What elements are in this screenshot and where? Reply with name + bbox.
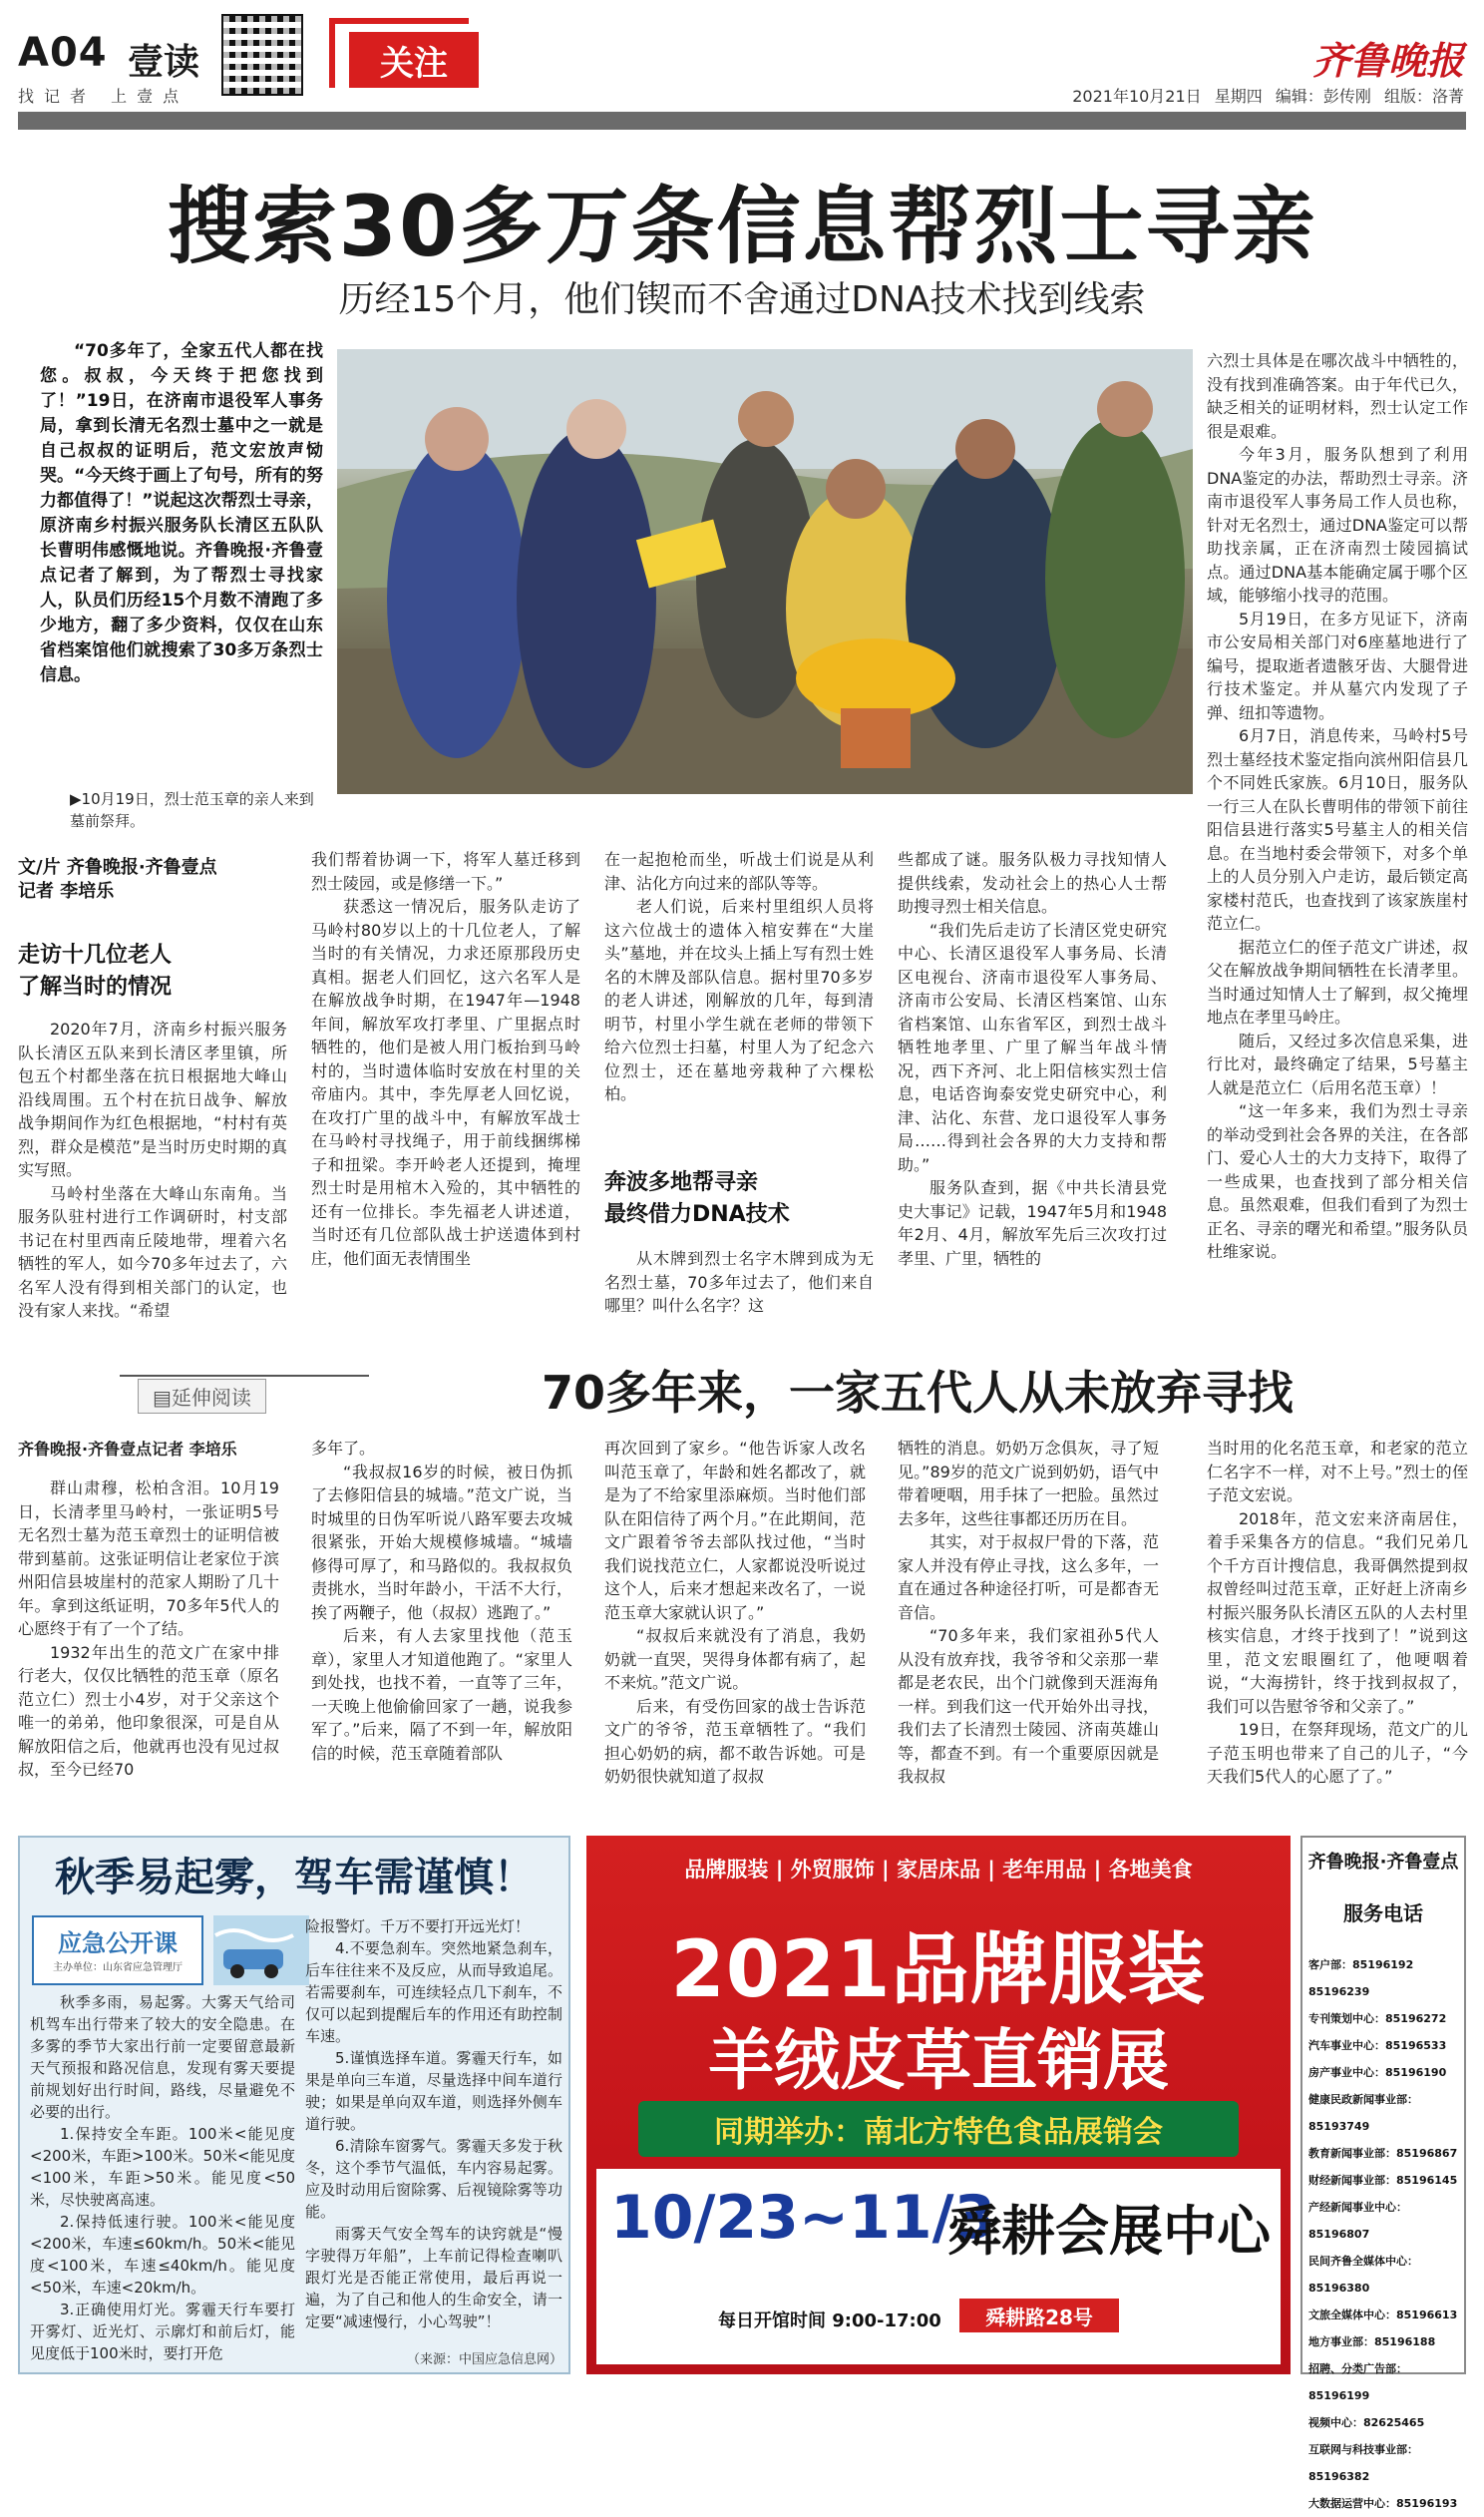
article-column-1: 2020年7月，济南乡村振兴服务队长清区五队来到长清区孝里镇，所包五个村都坐落在抗日根据地大峰山沿线周围。五个村在抗日战争、解放战争期间作为红色根据地，“村村有英烈，群众是模范”是当时历史时期的真实写照。 马岭村坐落在大峰山东南角。当服务队驻村进行工作调研时，村支部书记在村里西南丘陵地带，埋着六名牺牲的军人，如今70多年过去了，六名军人没有得到相关部门的认定，也没有家人来找。“希望	[18, 1020, 287, 1320]
article-photo	[337, 349, 1193, 794]
newspaper-logo: 齐鲁晚报	[1311, 38, 1464, 83]
expo-categories: 品牌服装 | 外贸服饰 | 家居床品 | 老年用品 | 各地美食	[684, 1858, 1193, 1882]
article-column-3: 在一起抱枪而坐，听战士们说是从利津、沾化方向过来的部队等等。 老人们说，后来村里组织人员将这六位战士的遗体入棺安葬在“大崖头”墓地，并在坟头上插上写有烈士姓名的木牌及部队信息。据村里70多岁的老人讲述，刚解放的几年，每到清明节，村里小学生就在老师的带领下给六位烈士扫墓，村里人为了纪念六位烈士，还在墓地旁栽种了六棵松柏。	[604, 850, 874, 1103]
service-line: 财经新闻事业部：85196145	[1308, 2174, 1458, 2187]
related-tag-label: 延伸阅读	[171, 1386, 251, 1410]
related-headline: 70多年来，一家五代人从未放弃寻找	[369, 1357, 1466, 1423]
service-line: 客户部：85196192 85196239	[1308, 1958, 1414, 1998]
photo-caption: ▶10月19日，烈士范玉章的亲人来到墓前祭拜。	[70, 790, 314, 830]
expo-title-2: 羊绒皮草直销展	[708, 2022, 1169, 2099]
service-line: 专刊策划中心：85196272	[1308, 2012, 1447, 2025]
service-line: 互联网与科技事业部：85196382	[1308, 2443, 1418, 2483]
service-line: 汽车事业中心：85196533	[1308, 2039, 1447, 2052]
service-line: 地方事业部：85196188	[1308, 2335, 1436, 2348]
service-line: 民间齐鲁全媒体中心：85196380	[1308, 2255, 1418, 2295]
weather-ad-left: 秋季多雨，易起雾。大雾天气给司机驾车出行带来了较大的安全隐患。在多雾的季节大家出行前一定要留意最新天气预报和路况信息，发现有雾天要提前规划好出行时间，路线，尽量避免不必要的出行。 1.保持安全车距。100米<能见度<200米，车距>100米。50米<能见度<100米，车距>50米。能见度<50米，尽快驶离高速。 2.保持低速行驶。100米<能见度<200米，车速≤60km/h。50米<能见度<100米，车速≤40km/h。能见度<50米，车速<20km/h。 3.正确使用灯光。雾霾天行车要打开雾灯、近光灯、示廓灯和前后灯，能见度低于100米时，要打开危	[30, 1993, 295, 2362]
related-column-1: 群山肃穆，松柏含泪。10月19日，长清孝里马岭村，一张证明5号无名烈士墓为范玉章烈士的证明信被带到墓前。这张证明信让老家位于滨州阳信县坡崖村的范家人期盼了几十年。拿到这纸证明，70多年5代人的心愿终于有了一个了结。 1932年出生的范文广在家中排行老大，仅仅比牺牲的范玉章（原名范立仁）烈士小4岁，对于父亲这个唯一的弟弟，他印象很深，可是自从解放阳信之后，他就再也没有见过叔叔，至今已经70	[18, 1478, 279, 1779]
issue-weekday: 星期四	[1214, 87, 1263, 106]
related-column-2: 多年了。 “我叔叔16岁的时候，被日伪抓了去修阳信县的城墙。”范文广说，当时城里的日伪军听说八路军要去攻城很紧张，开始大规模修城墙。“城墙修得可厚了，和马路似的。我叔叔负责挑水，当时年龄小，干活不大行，挨了两鞭子，他（叔叔）逃跑了。” 后来，有人去家里找他（范玉章），家里人才知道他跑了。“家里人到处找，也找不着，一直等了三年，一天晚上他偷偷回家了一趟，说我参军了。”后来，隔了不到一年，解放阳信的时候，范玉章随着部队	[311, 1439, 572, 1763]
header-slogan: 找记者 上壹点	[18, 87, 189, 106]
service-title: 服务电话	[1343, 1901, 1423, 1925]
page-number: A04	[18, 30, 108, 76]
expo-address: 舜耕路28号	[959, 2299, 1119, 2332]
emergency-class-logo	[32, 1915, 203, 1985]
service-line: 教育新闻事业部：85196867	[1308, 2147, 1458, 2160]
emergency-class-sub: 主办单位：山东省应急管理厅	[53, 1962, 183, 1973]
weather-ad-source: （来源：中国应急信息网）	[406, 2352, 562, 2367]
expo-dates: 10/23~11/3	[610, 2183, 996, 2253]
article-column-2: 我们帮着协调一下，将军人墓迁移到烈士陵园，或是修缮一下。” 获悉这一情况后，服务队走访了马岭村80岁以上的十几位老人，了解当时的有关情况，力求还原那段历史真相。据老人们回忆，这六名军人是在解放战争时期，在1947年—1948年间，解放军攻打孝里、广里据点时牺牲的，他们是被人用门板抬到马岭村的，当时遗体临时安放在村里的关帝庙内。其中，李先厚老人回忆说，在攻打广里的战斗中，有解放军战士在马岭村寻找绳子，用于前线捆绑梯子和扭梁。李开岭老人还提到，掩埋烈士时是用棺木入殓的，其中牺牲的还有一位排长。李先福老人讲述道，当时还有几位部队战士护送遗体到村庄，他们面无表情围坐	[311, 850, 580, 1268]
section1-title: 走访十几位老人 了解当时的情况	[18, 943, 173, 1000]
service-list	[1308, 1951, 1460, 2510]
expo-hours: 每日开馆时间 9:00-17:00	[718, 2310, 941, 2331]
subheadline: 历经15个月，他们锲而不舍通过DNA技术找到线索	[338, 279, 1146, 320]
related-column-3: 再次回到了家乡。“他告诉家人改名叫范玉章了，年龄和姓名都改了，就是为了不给家里添麻烦。当时他们部队在阳信待了两个月。”在此期间，范文广跟着爷爷去部队找过他，“当时我们说找范立仁，人家都说没听说过这个人，后来才想起来改名了，一说范玉章大家就认识了。” “叔叔后来就没有了消息，我奶奶就一直哭，哭得身体都有病了，起不来炕。”范文广说。 后来，有受伤回家的战士告诉范文广的爷爷，范玉章牺牲了。“我们担心奶奶的病，都不敢告诉她。可是奶奶很快就知道了叔叔	[604, 1439, 866, 1786]
qr-code-icon	[221, 14, 303, 96]
layout-credit: 组版：洛菁	[1383, 87, 1464, 106]
service-line: 产经新闻事业中心：85196807	[1308, 2201, 1407, 2241]
lead-paragraph: “70多年了，全家五代人都在找您。叔叔，今天终于把您找到了！”19日，在济南市退役军人事务局，拿到长清无名烈士墓中之一就是自己叔叔的证明后，范文宏放声恸哭。“今天终于画上了句号，所有的努力都值得了！”说起这次帮烈士寻亲，原济南乡村振兴服务队长清区五队队长曹明伟感慨地说。齐鲁晚报·齐鲁壹点记者了解到，为了帮烈士寻找家人，队员们历经15个月数不清跑了多少地方，翻了多少资料，仅仅在山东省档案馆他们就搜索了30多万条烈士信息。	[40, 341, 323, 685]
service-brand: 齐鲁晚报·齐鲁壹点	[1307, 1852, 1459, 1873]
related-byline: 齐鲁晚报·齐鲁壹点记者 李培乐	[18, 1440, 237, 1459]
service-line: 房产事业中心：85196190	[1308, 2066, 1447, 2079]
article-column-3b: 从木牌到烈士名字木牌到成为无名烈士墓，70多年过去了，他们来自哪里？叫什么名字？这	[604, 1249, 874, 1315]
column-label-focus: 关注	[349, 32, 479, 88]
weather-ad-right: 险报警灯。千万不要打开远光灯！ 4.不要急刹车。突然地紧急刹车，后车往往来不及反应，从而导致追尾。若需要刹车，可连续轻点几下刹车，不仅可以起到提醒后车的作用还有助控制车速。 5.谨慎选择车道。雾霾天行车，如果是单向三车道，尽量选择中间车道行驶；如果是单向双车道，则选择外侧车道行驶。 6.清除车窗雾气。雾霾天多发于秋冬，这个季节气温低，车内容易起雾。应及时动用后窗除雾、后视镜除雾等功能。 雨雾天气安全驾车的诀窍就是“慢字驶得万年船”，上车前记得检查喇叭跟灯光是否能正常使用，最后再说一遍，为了自己和他人的生命安全，请一定要“减速慢行，小心驾驶”！	[305, 1917, 562, 2330]
article-column-5: 六烈士具体是在哪次战斗中牺牲的，没有找到准确答案。由于年代已久，缺乏相关的证明材料，烈士认定工作很是艰难。 今年3月，服务队想到了利用DNA鉴定的办法，帮助烈士寻亲。济南市退役军人事务局工作人员也称，针对无名烈士，通过DNA鉴定可以帮助找亲属，正在济南烈士陵园搞试点。通过DNA基本能确定属于哪个区域，能够缩小找寻的范围。 5月19日，在多方见证下，济南市公安局相关部门对6座墓地进行了编号，提取逝者遗骸牙齿、大腿骨进行技术鉴定。并从墓穴内发现了子弹、纽扣等遗物。 6月7日，消息传来，马岭村5号烈士墓经技术鉴定指向滨州阳信县几个不同姓氏家族。6月10日，服务队一行三人在队长曹明伟的带领下前往阳信县进行落实5号墓主人的相关信息。在当地村委会带领下，对多个单上的人员分别入户走访，最后锁定高家楼村范氏，也查找到了该家族崖村范立仁。 据范立仁的侄子范文广讲述，叔父在解放战争期间牺牲在长清孝里。当时通过知情人士了解到，叔父掩埋地点在孝里马岭庄。 随后，又经过多次信息采集，进行比对，最终确定了结果，5号墓主人就是范立仁（后用名范玉章）！ “这一年多来，我们为烈士寻亲的举动受到社会各界的关注，在各部门、爱心人士的大力支持下，取得了一些成果，也查找到了部分相关信息。虽然艰难，但我们看到了为烈士正名、寻亲的曙光和希望。”服务队员杜维家说。	[1207, 351, 1468, 1261]
related-tag-icon: ▤	[153, 1386, 172, 1410]
headline: 搜索30多万条信息帮烈士寻亲	[167, 178, 1317, 275]
section-name: 壹读	[128, 42, 200, 83]
car-fog-icon	[213, 1915, 309, 1985]
emergency-class-title: 应急公开课	[58, 1929, 178, 1957]
header-rule	[18, 112, 1466, 130]
header-meta	[1072, 84, 1464, 107]
article-column-4: 些都成了谜。服务队极力寻找知情人提供线索，发动社会上的热心人士帮助搜寻烈士相关信息。 “我们先后走访了长清区党史研究中心、长清区退役军人事务局、长清区电视台、济南市退役军人事务局、济南市公安局、长清区档案馆、山东省档案馆、山东省军区，到烈士战斗牺牲地孝里、广里了解当年战斗情况，西下齐河、北上阳信核实烈士信息，电话咨询泰安党史研究中心，利津、沾化、东营、龙口退役军人事务局……得到社会各界的大力支持和帮助。” 服务队查到，据《中共长清县党史大事记》记载，1947年5月和1948年2月、4月，解放军先后三次攻打过孝里、广里，牺牲的	[898, 850, 1167, 1268]
service-line: 文旅全媒体中心：85196613	[1308, 2308, 1458, 2321]
photo-illustration	[337, 349, 1193, 794]
editor-credit: 编辑：彭传刚	[1275, 87, 1371, 106]
service-line: 大数据运营中心：85196193	[1308, 2497, 1458, 2510]
service-line: 健康民政新闻事业部：85193749	[1308, 2093, 1418, 2133]
weather-ad-title: 秋季易起雾，驾车需谨慎！	[55, 1855, 534, 1900]
weather-illustration-icon	[213, 1915, 309, 1985]
related-column-4: 牺牲的消息。奶奶万念俱灰，寻了短见。”89岁的范文广说到奶奶，语气中带着哽咽，用手抹了一把脸。虽然过去多年，这些往事都还历历在目。 其实，对于叔叔尸骨的下落，范家人并没有停止寻找，这么多年，一直在通过各种途径打听，可是都杳无音信。 “70多年来，我们家祖孙5代人从没有放弃找，我爷爷和父亲那一辈都是老农民，出个门就像到天涯海角一样。到我们这一代开始外出寻找，我们去了长清烈士陵园、济南英雄山等，都查不到。有一个重要原因就是我叔叔	[898, 1439, 1159, 1786]
service-line: 视频中心：82625465	[1308, 2416, 1425, 2429]
expo-title-1: 2021品牌服装	[670, 1925, 1207, 2015]
related-column-5: 当时用的化名范玉章，和老家的范立仁名字不一样，对不上号。”烈士的侄子范文宏说。 2018年，范文宏来济南居住，着手采集各方的信息。“我们兄弟几个千方百计搜信息，我哥偶然提到叔叔曾经叫过范玉章，正好赶上济南乡村振兴服务队长清区五队的人去村里核实信息，才终于找到了！”说到这里，范文宏眼圈红了，他哽咽着说，“大海捞针，终于找到叔叔了，我们可以告慰爷爷和父亲了。” 19日，在祭拜现场，范文广的儿子范玉明也带来了自己的儿子，“今天我们5代人的心愿了了。”	[1207, 1439, 1468, 1786]
article-byline: 文/片 齐鲁晚报·齐鲁壹点 记者 李培乐	[18, 857, 217, 902]
related-tag	[138, 1379, 266, 1414]
issue-date: 2021年10月21日	[1072, 87, 1202, 106]
expo-venue: 舜耕会展中心	[947, 2200, 1271, 2263]
expo-sub: 同期举办：南北方特色食品展销会	[638, 2101, 1239, 2157]
service-line: 招聘、分类广告部：85196199	[1308, 2362, 1407, 2402]
section2-title: 奔波多地帮寻亲 最终借力DNA技术	[604, 1170, 790, 1227]
